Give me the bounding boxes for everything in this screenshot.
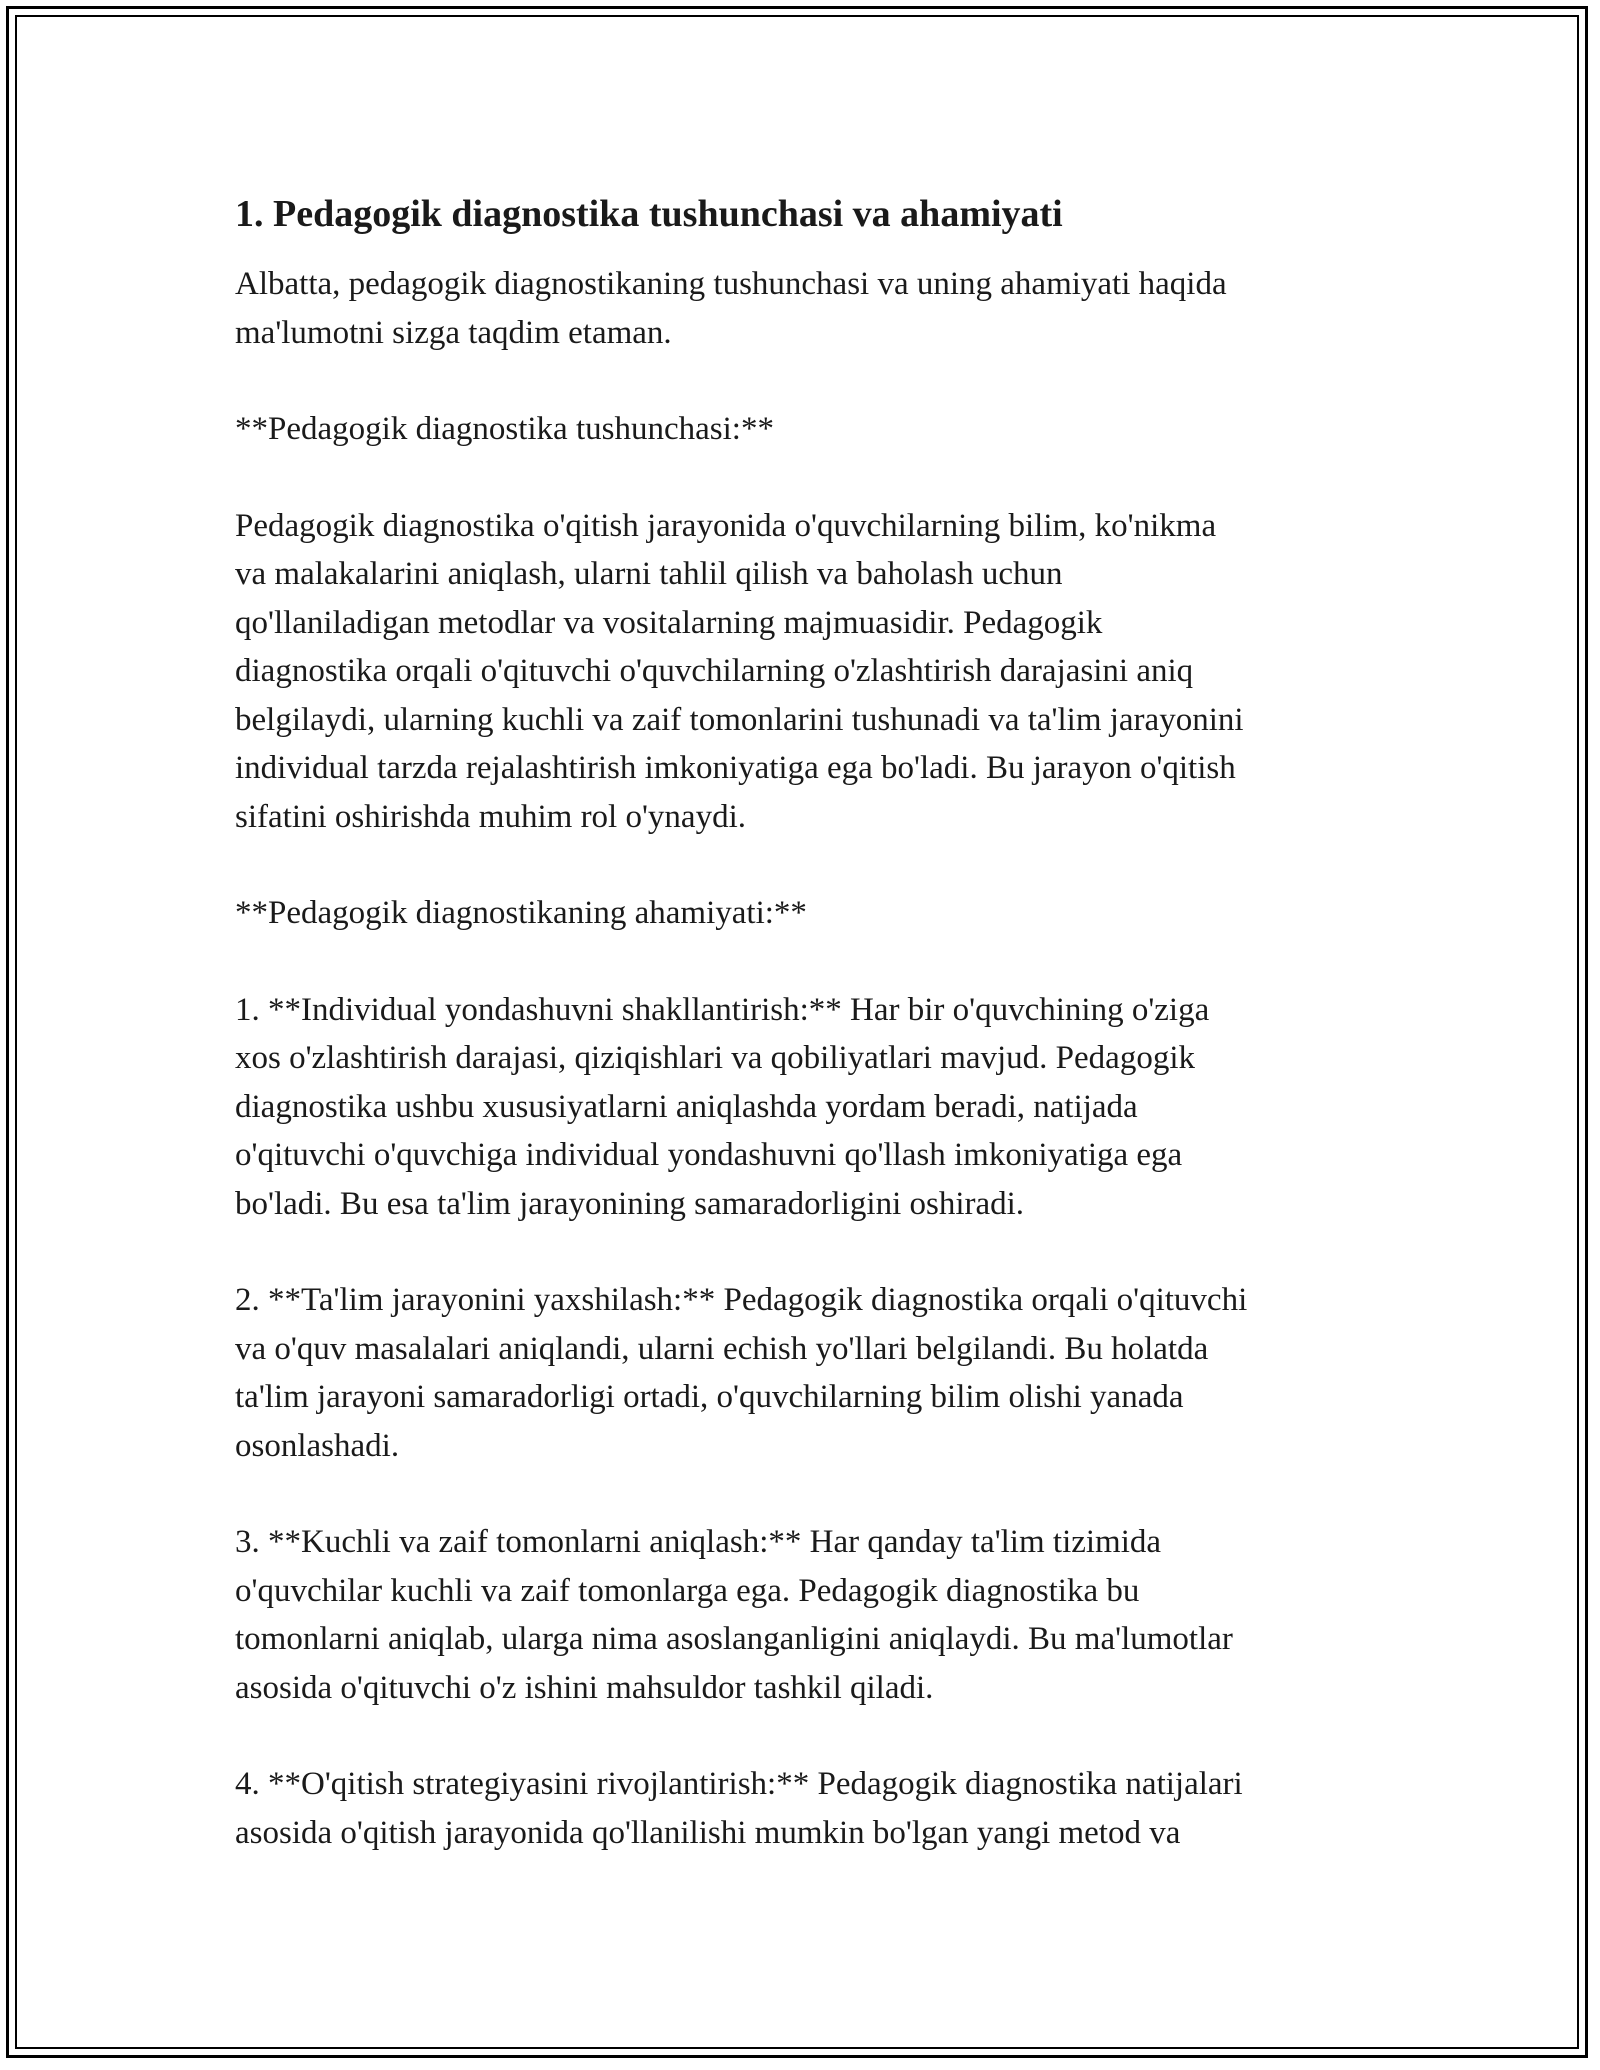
list-item-1: 1. **Individual yondashuvni shakllantirish:** Har bir o'quvchining o'ziga xos o'zlashtirish darajasi, qiziqishlari va qobiliyatlari mavjud. Pedagogik diagnostika ushbu xususiyatlarni aniqlashda yordam beradi, natijada o'qituvchi o'quvchiga individual yondashuvni qo'llash imkoniyatiga ega bo'ladi. Bu esa ta'lim jarayonining samaradorligini oshiradi.: [235, 991, 1210, 1222]
paragraph-intro: Albatta, pedagogik diagnostikaning tushunchasi va uning ahamiyati haqida ma'lumotni sizga taqdim etaman.: [235, 266, 1227, 351]
list-item-3: 3. **Kuchli va zaif tomonlarni aniqlash:** Har qanday ta'lim tizimida o'quvchilar kuchli va zaif tomonlarga ega. Pedagogik diagnostika bu tomonlarni aniqlab, ularga nima asoslanganligini aniqlaydi. Bu ma'lumotlar asosida o'qituvchi o'z ishini mahsuldor tashkil qiladi.: [235, 1524, 1233, 1706]
list-item-2: 2. **Ta'lim jarayonini yaxshilash:** Pedagogik diagnostika orqali o'qituvchi va o'quv masalalari aniqlandi, ularni echish yo'llari belgilandi. Bu holatda ta'lim jarayoni samaradorligi ortadi, o'quvchilarning bilim olishi yanada osonlashadi.: [235, 1282, 1248, 1464]
paragraph-concept: Pedagogik diagnostika o'qitish jarayonida o'quvchilarning bilim, ko'nikma va malakalarini aniqlash, ularni tahlil qilish va baholash uchun qo'llaniladigan metodlar va vositalarning majmuasidir. Pedagogik diagnostika orqali o'qituvchi o'quvchilarning o'zlashtirish darajasini aniq belgilaydi, ularning kuchli va zaif tomonlarini tushunadi va ta'lim jarayonini individual tarzda rejalashtirish imkoniyatiga ega bo'ladi. Bu jarayon o'qitish sifatini oshirishda muhim rol o'ynaydi.: [235, 507, 1244, 835]
document-title: 1. Pedagogik diagnostika tushunchasi va ahamiyati: [235, 193, 1063, 235]
list-item-4: 4. **O'qitish strategiyasini rivojlantirish:** Pedagogik diagnostika natijalari asosida o'qitish jarayonida qo'llanilishi mumkin bo'lgan yangi metod va: [235, 1766, 1243, 1851]
section-heading-concept: **Pedagogik diagnostika tushunchasi:**: [235, 411, 774, 447]
section-heading-importance: **Pedagogik diagnostikaning ahamiyati:**: [235, 895, 807, 931]
document-body: [235, 190, 1375, 1905]
